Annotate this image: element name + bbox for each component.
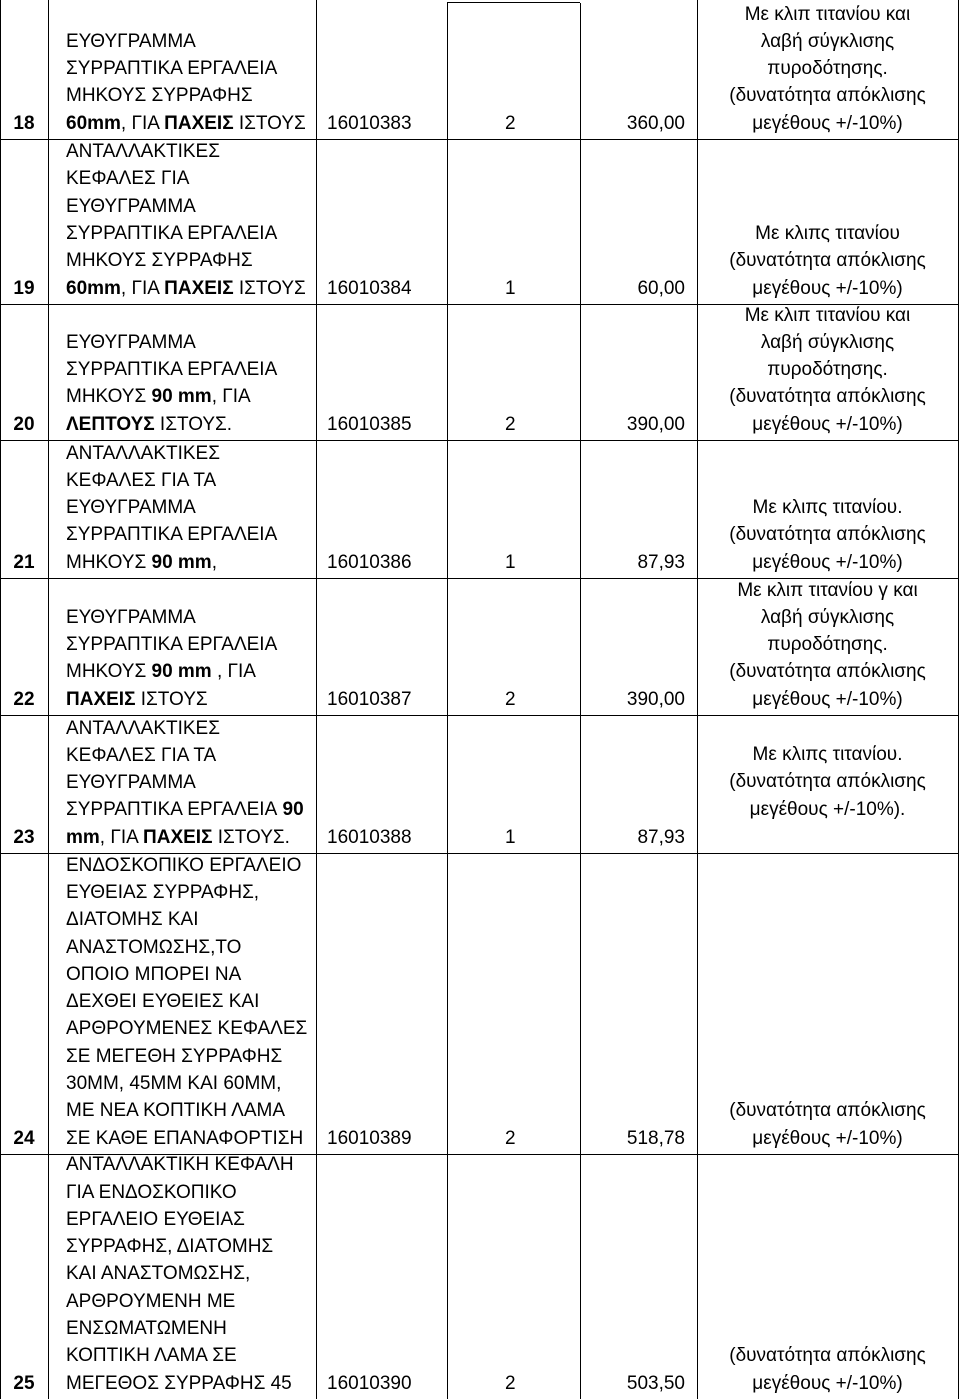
description-line [66, 165, 316, 192]
description-segment: ΔΕΧΘΕΙ ΕΥΘΕΙΕΣ ΚΑΙ [66, 991, 260, 1013]
note-line: μεγέθους +/-10%) [752, 688, 903, 710]
description-segment: , ΓΙΑ [211, 661, 256, 683]
description-line [66, 988, 316, 1015]
description-segment: ΓΙΑ ΕΝΔΟΣΚΟΠΙΚΟ [66, 1181, 237, 1203]
column-divider [316, 0, 317, 1399]
item-description [66, 852, 316, 1152]
row-number: 20 [13, 413, 35, 435]
description-segment: ΛΕΠΤΟΥΣ [66, 413, 155, 435]
note-line: (δυνατότητα απόκλισης [729, 1345, 926, 1367]
description-line [66, 906, 316, 933]
unit-price: 518,78 [626, 1127, 685, 1149]
description-line [66, 852, 316, 879]
description-segment: ΚΕΦΑΛΕΣ ΓΙΑ ΤΑ [66, 744, 217, 766]
description-segment: ΣΥΡΡΑΦΗΣ, ΔΙΑΤΟΜΗΣ [66, 1236, 274, 1258]
description-segment: ΔΙΑΤΟΜΗΣ ΚΑΙ [66, 909, 199, 931]
quantity: 1 [505, 826, 516, 848]
item-description [66, 329, 316, 438]
unit-price: 60,00 [637, 277, 685, 299]
description-segment: 90 mm [151, 386, 212, 408]
description-line [66, 275, 316, 302]
description-segment: ΜΗΚΟΥΣ [66, 551, 152, 573]
description-line [66, 1315, 316, 1342]
description-segment: , ΓΙΑ [211, 386, 251, 408]
item-description [66, 715, 316, 851]
description-segment: ΑΝΤΑΛΛΑΚΤΙΚΗ ΚΕΦΑΛΗ [66, 1154, 294, 1176]
description-segment: ΑΡΘΡΟΥΜΕΝΗ ΜΕ [66, 1290, 236, 1312]
product-code: 16010389 [327, 1127, 412, 1149]
description-line [66, 1015, 316, 1042]
note-line: λαβή σύγκλισης [760, 30, 895, 52]
description-segment: ΣΕ ΜΕΓΕΘΗ ΣΥΡΡΑΦΗΣ [66, 1045, 283, 1067]
description-line [66, 769, 316, 796]
description-segment: ΣΥΡΡΑΠΤΙΚΑ ΕΡΓΑΛΕΙΑ [66, 58, 278, 80]
note-line: πυροδότησης. [767, 634, 888, 656]
description-line [66, 824, 316, 851]
description-line [66, 1097, 316, 1124]
description-line [66, 521, 316, 548]
header-edge [447, 2, 580, 3]
note-line: λαβή σύγκλισης [760, 606, 895, 628]
description-line [66, 1342, 316, 1369]
description-line [66, 494, 316, 521]
description-line [66, 110, 316, 137]
description-segment: ΣΥΡΡΑΠΤΙΚΑ ΕΡΓΑΛΕΙΑ [66, 799, 278, 821]
unit-price: 390,00 [626, 688, 685, 710]
row-number: 21 [13, 551, 35, 573]
description-segment: ΕΥΘΕΙΑΣ ΣΥΡΡΑΦΗΣ, [66, 881, 260, 903]
product-code: 16010390 [327, 1372, 412, 1394]
note-line: μεγέθους +/-10%) [752, 551, 903, 573]
description-segment: ΠΑΧΕΙΣ [164, 112, 234, 134]
description-segment: , ΓΙΑ [120, 277, 165, 299]
item-note [697, 577, 958, 713]
description-segment: ΣΥΡΡΑΠΤΙΚΑ ΕΡΓΑΛΕΙΑ [66, 524, 278, 546]
description-line [66, 1288, 316, 1315]
description-line [66, 440, 316, 467]
description-line [66, 220, 316, 247]
description-segment: mm [66, 826, 100, 848]
note-line: (δυνατότητα απόκλισης [729, 661, 926, 683]
description-segment: ΕΥΘΥΓΡΑΜΜΑ [66, 772, 196, 794]
description-segment: ΜΕΓΕΘΟΣ ΣΥΡΡΑΦΗΣ 45 [66, 1372, 292, 1394]
item-note [697, 1, 958, 137]
description-line [66, 658, 316, 685]
description-segment: 90 [277, 799, 304, 821]
item-note [697, 302, 958, 438]
description-segment: , [211, 551, 217, 573]
description-segment: ΟΠΟΙΟ ΜΠΟΡΕΙ ΝΑ [66, 963, 242, 985]
description-line [66, 1206, 316, 1233]
note-line: μεγέθους +/-10%). [749, 798, 906, 820]
description-segment: ΠΑΧΕΙΣ [164, 277, 234, 299]
column-divider [958, 0, 959, 1399]
unit-price: 503,50 [626, 1372, 685, 1394]
note-line: (δυνατότητα απόκλισης [729, 1100, 926, 1122]
description-line [66, 1070, 316, 1097]
note-line: Με κλιπ τιτανίου γ και [737, 579, 918, 601]
note-line: πυροδότησης. [767, 58, 888, 80]
description-segment: ΚΑΙ ΑΝΑΣΤΟΜΩΣΗΣ, [66, 1263, 251, 1285]
description-segment: ΕΥΘΥΓΡΑΜΜΑ [66, 497, 196, 519]
note-line: μεγέθους +/-10%) [752, 413, 903, 435]
note-line: μεγέθους +/-10%) [752, 112, 903, 134]
note-line: (δυνατότητα απόκλισης [729, 250, 926, 272]
quantity: 1 [505, 551, 516, 573]
description-line [66, 549, 316, 576]
description-line [66, 383, 316, 410]
description-segment: ΑΝΤΑΛΛΑΚΤΙΚΕΣ [66, 141, 220, 163]
item-note [697, 1097, 958, 1152]
product-code: 16010383 [327, 112, 412, 134]
item-note [697, 1342, 958, 1397]
column-divider [447, 3, 448, 1399]
description-line [66, 604, 316, 631]
description-segment: ΙΣΤΟΥΣ [233, 112, 306, 134]
description-segment: ΕΥΘΥΓΡΑΜΜΑ [66, 331, 196, 353]
description-line [66, 247, 316, 274]
item-description [66, 604, 316, 713]
product-code: 16010385 [327, 413, 412, 435]
description-segment: ΙΣΤΟΥΣ [233, 277, 306, 299]
description-segment: ΜΗΚΟΥΣ ΣΥΡΡΑΦΗΣ [66, 250, 253, 272]
description-segment: ΕΥΘΥΓΡΑΜΜΑ [66, 195, 196, 217]
quantity: 2 [505, 1127, 516, 1149]
description-line [66, 411, 316, 438]
description-segment: ΚΕΦΑΛΕΣ ΓΙΑ ΤΑ [66, 469, 217, 491]
description-segment: ΑΝΤΑΛΛΑΚΤΙΚΕΣ [66, 442, 220, 464]
item-description [66, 440, 316, 576]
row-number: 23 [13, 826, 35, 848]
note-line: (δυνατότητα απόκλισης [729, 771, 926, 793]
description-segment: ΠΑΧΕΙΣ [66, 688, 136, 710]
description-segment: ΚΕΦΑΛΕΣ ΓΙΑ [66, 168, 190, 190]
description-segment: ΙΣΤΟΥΣ. [212, 826, 290, 848]
description-segment: 60mm [66, 112, 121, 134]
row-number: 24 [13, 1127, 35, 1149]
quantity: 2 [505, 1372, 516, 1394]
description-line [66, 686, 316, 713]
description-segment: ΣΕ ΚΑΘΕ ΕΠΑΝΑΦΟΡΤΙΣΗ [66, 1127, 304, 1149]
description-line [66, 1233, 316, 1260]
description-line [66, 1370, 316, 1397]
description-segment: ΜΕ ΝΕΑ ΚΟΠΤΙΚΗ ΛΑΜΑ [66, 1100, 286, 1122]
description-segment: ΕΡΓΑΛΕΙΟ ΕΥΘΕΙΑΣ [66, 1208, 245, 1230]
description-segment: 90 mm [151, 661, 212, 683]
description-segment: ΑΡΘΡΟΥΜΕΝΕΣ ΚΕΦΑΛΕΣ [66, 1018, 308, 1040]
description-line [66, 796, 316, 823]
description-line [66, 961, 316, 988]
product-code: 16010386 [327, 551, 412, 573]
quantity: 2 [505, 413, 516, 435]
quantity: 2 [505, 112, 516, 134]
item-note [697, 494, 958, 576]
note-line: Με κλιπς τιτανίου. [752, 744, 903, 765]
description-line [66, 329, 316, 356]
description-line [66, 193, 316, 220]
unit-price: 360,00 [626, 112, 685, 134]
description-segment: ΚΟΠΤΙΚΗ ΛΑΜΑ ΣΕ [66, 1345, 237, 1367]
note-line: Με κλιπ τιτανίου και [744, 304, 911, 326]
product-code: 16010384 [327, 277, 412, 299]
quantity: 2 [505, 688, 516, 710]
description-segment: ΕΝΔΟΣΚΟΠΙΚΟ ΕΡΓΑΛΕΙΟ [66, 854, 302, 876]
note-line: μεγέθους +/-10%) [752, 277, 903, 299]
description-segment: , ΓΙΑ [120, 112, 165, 134]
row-number: 22 [13, 688, 35, 710]
description-segment: ΙΣΤΟΥΣ. [154, 413, 233, 435]
description-segment: ΕΥΘΥΓΡΑΜΜΑ [66, 30, 196, 52]
description-line [66, 1125, 316, 1152]
description-line [66, 467, 316, 494]
description-segment: ΣΥΡΡΑΠΤΙΚΑ ΕΡΓΑΛΕΙΑ [66, 223, 278, 245]
description-line [66, 1151, 316, 1178]
description-segment: ΕΝΣΩΜΑΤΩΜΕΝΗ [66, 1318, 227, 1340]
note-line: μεγέθους +/-10%) [752, 1127, 903, 1149]
row-number: 19 [13, 277, 35, 299]
note-line: Με κλιπς τιτανίου. [752, 497, 903, 519]
description-line [66, 1260, 316, 1287]
description-segment: , ΓΙΑ [99, 826, 144, 848]
description-line [66, 138, 316, 165]
description-line [66, 742, 316, 769]
note-line: Με κλιπς τιτανίου [755, 223, 900, 245]
item-description [66, 28, 316, 137]
row-number: 25 [13, 1372, 35, 1394]
product-code: 16010387 [327, 688, 412, 710]
unit-price: 390,00 [626, 413, 685, 435]
description-line [66, 1179, 316, 1206]
item-note [697, 741, 958, 823]
unit-price: 87,93 [637, 551, 685, 573]
note-line: λαβή σύγκλισης [760, 331, 895, 353]
note-line: μεγέθους +/-10%) [752, 1372, 903, 1394]
description-segment: ΜΗΚΟΥΣ ΣΥΡΡΑΦΗΣ [66, 85, 253, 107]
description-line [66, 631, 316, 658]
unit-price: 87,93 [637, 826, 685, 848]
description-segment: ΣΥΡΡΑΠΤΙΚΑ ΕΡΓΑΛΕΙΑ [66, 634, 278, 656]
description-line [66, 934, 316, 961]
description-segment: ΑΝΑΣΤΟΜΩΣΗΣ,ΤΟ [66, 936, 242, 958]
item-description [66, 138, 316, 302]
description-segment: ΙΣΤΟΥΣ [135, 688, 208, 710]
description-line [66, 55, 316, 82]
description-line [66, 879, 316, 906]
description-line [66, 715, 316, 742]
note-line: (δυνατότητα απόκλισης [729, 524, 926, 546]
description-line [66, 82, 316, 109]
item-description [66, 1151, 316, 1397]
note-line: (δυνατότητα απόκλισης [729, 85, 926, 107]
description-line [66, 1043, 316, 1070]
description-segment: ΕΥΘΥΓΡΑΜΜΑ [66, 606, 196, 628]
description-segment: ΜΗΚΟΥΣ [66, 661, 152, 683]
note-line: πυροδότησης. [767, 359, 888, 381]
description-line [66, 28, 316, 55]
description-segment: ΑΝΤΑΛΛΑΚΤΙΚΕΣ [66, 717, 220, 739]
description-segment: ΣΥΡΡΑΠΤΙΚΑ ΕΡΓΑΛΕΙΑ [66, 359, 278, 381]
description-segment: 90 mm [151, 551, 212, 573]
note-line: Με κλιπ τιτανίου και [744, 3, 911, 25]
item-note [697, 220, 958, 302]
description-segment: 60mm [66, 277, 121, 299]
product-code: 16010388 [327, 826, 412, 848]
description-segment: ΠΑΧΕΙΣ [143, 826, 213, 848]
description-line [66, 356, 316, 383]
description-segment: 30ΜΜ, 45ΜΜ ΚΑΙ 60ΜΜ, [66, 1073, 282, 1095]
column-divider [48, 0, 49, 1399]
description-segment: ΜΗΚΟΥΣ [66, 386, 152, 408]
quantity: 1 [505, 277, 516, 299]
row-number: 18 [13, 112, 35, 134]
note-line: (δυνατότητα απόκλισης [729, 386, 926, 408]
